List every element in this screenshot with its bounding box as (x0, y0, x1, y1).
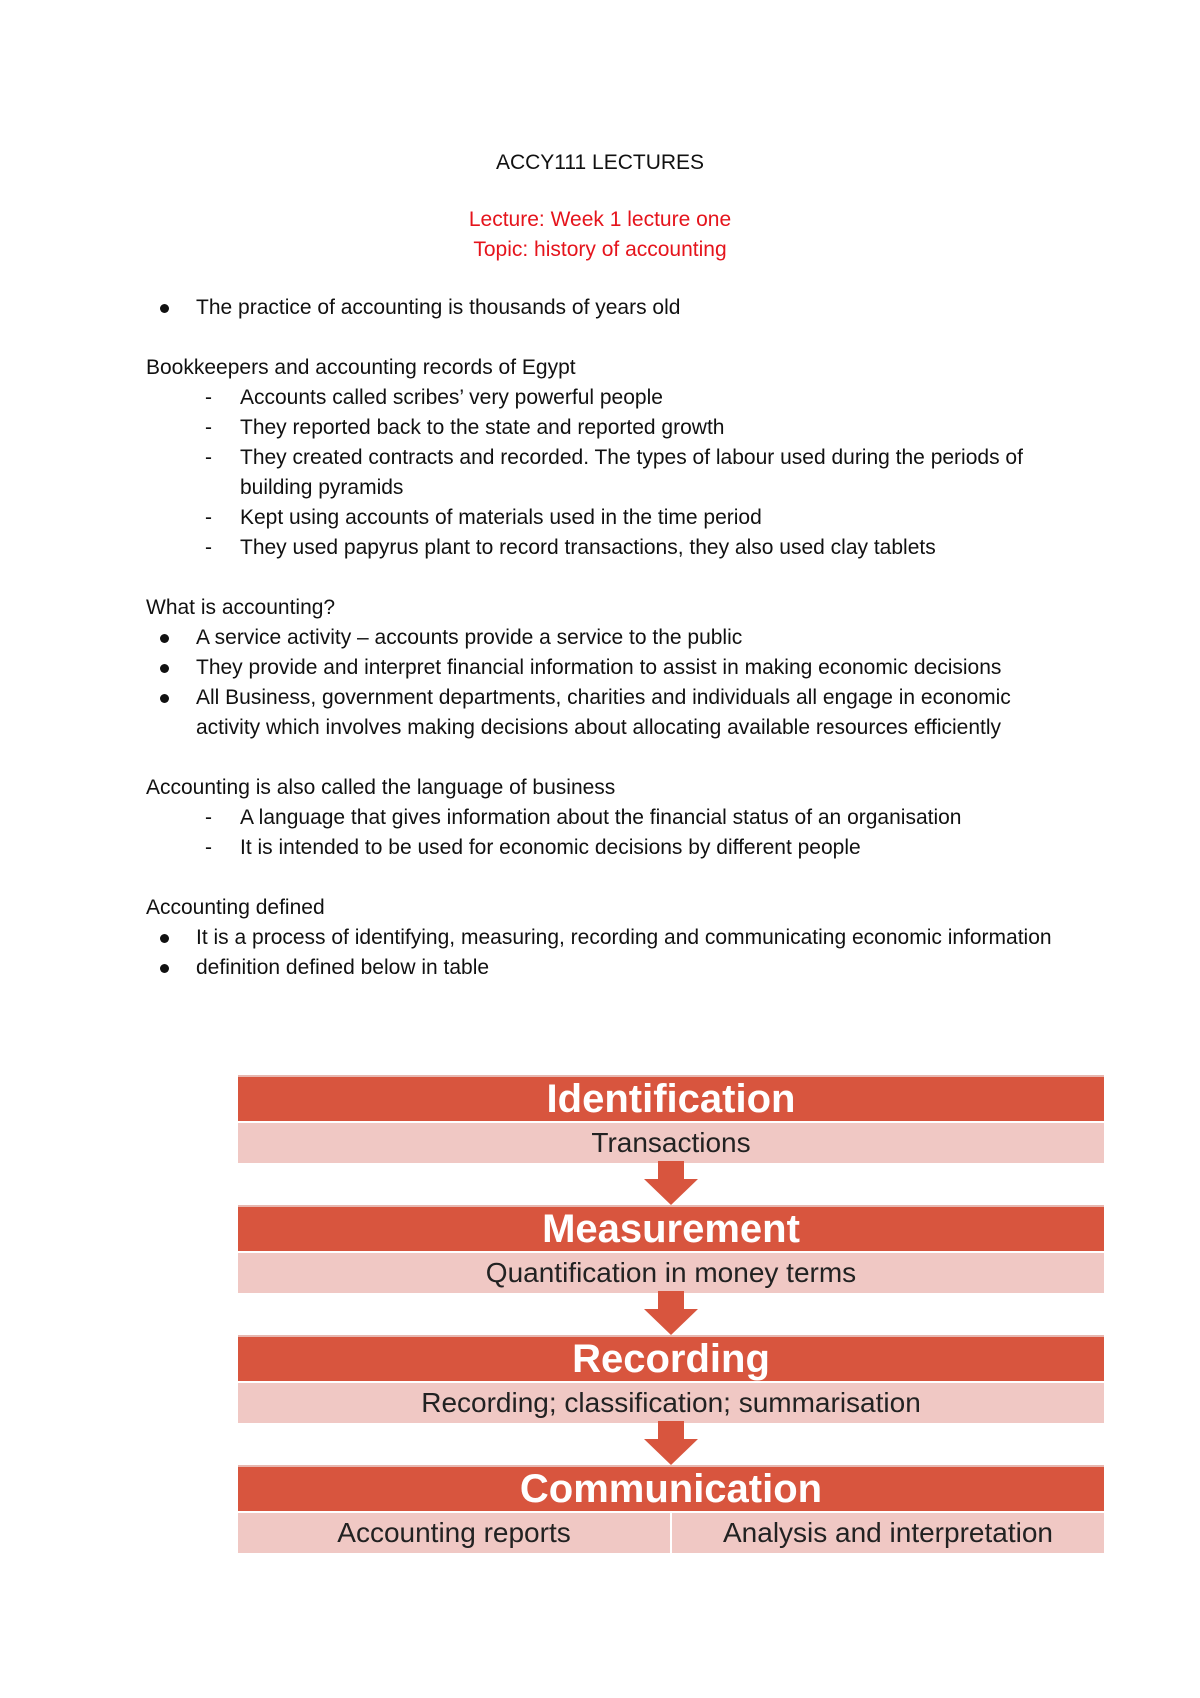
stage-measurement (238, 1205, 1104, 1293)
section-heading-defined: Accounting defined (146, 896, 325, 919)
intro-list (0, 293, 1056, 323)
bullet-icon (160, 694, 169, 703)
list-item: - It is intended to be used for economic decisions by different people (205, 836, 861, 859)
stage-title: Identification (238, 1075, 1104, 1121)
section-heading-what-is: What is accounting? (146, 596, 336, 619)
list-item: All Business, government departments, charities and individuals all engage in economic activity which involves making decisions about allocating available resources efficiently (0, 683, 1056, 743)
bullet-icon (160, 634, 169, 643)
egypt-list (0, 383, 1060, 563)
bullet-icon (160, 304, 169, 313)
list-item: It is a process of identifying, measuring, recording and communicating economic information (0, 923, 1056, 953)
list-item: - They created contracts and recorded. The types of labour used during the periods of building pyramids (205, 446, 1023, 499)
bullet-icon (160, 934, 169, 943)
stage-detail-split (238, 1511, 1104, 1553)
list-item: - Accounts called scribes’ very powerful people (205, 386, 663, 409)
list-item: - A language that gives information about the financial status of an organisation (205, 806, 962, 829)
list-item: - They used papyrus plant to record transactions, they also used clay tablets (205, 536, 936, 559)
lecture-line: Lecture: Week 1 lecture one (468, 208, 732, 231)
stage-detail: Quantification in money terms (238, 1251, 1104, 1293)
list-item: - They reported back to the state and reported growth (205, 416, 725, 439)
stage-detail: Recording; classification; summarisation (238, 1381, 1104, 1423)
list-item: - Kept using accounts of materials used in the time period (205, 506, 762, 529)
list-item: definition defined below in table (0, 953, 1056, 983)
list-item: The practice of accounting is thousands of years old (0, 293, 1056, 323)
stage-detail-left: Accounting reports (238, 1513, 672, 1553)
section-heading-egypt: Bookkeepers and accounting records of Egypt (146, 356, 576, 379)
stage-detail: Transactions (238, 1121, 1104, 1163)
bullet-icon (160, 664, 169, 673)
defined-list (0, 923, 1056, 983)
document-title: ACCY111 LECTURES (495, 151, 705, 174)
down-arrow-icon (644, 1161, 698, 1205)
section-heading-language: Accounting is also called the language of business (146, 776, 616, 799)
stage-detail-right: Analysis and interpretation (723, 1517, 1053, 1548)
language-list (0, 803, 1060, 863)
list-item: They provide and interpret financial information to assist in making economic decisions (0, 653, 1056, 683)
stage-title: Communication (238, 1465, 1104, 1511)
stage-recording (238, 1335, 1104, 1423)
bullet-icon (160, 964, 169, 973)
list-item: A service activity – accounts provide a service to the public (0, 623, 1056, 653)
down-arrow-icon (644, 1421, 698, 1465)
down-arrow-icon (644, 1291, 698, 1335)
what-is-list (0, 623, 1056, 743)
stage-identification (238, 1075, 1104, 1163)
stage-title: Recording (238, 1335, 1104, 1381)
stage-communication (238, 1465, 1104, 1553)
topic-line: Topic: history of accounting (473, 238, 727, 261)
stage-title: Measurement (238, 1205, 1104, 1251)
